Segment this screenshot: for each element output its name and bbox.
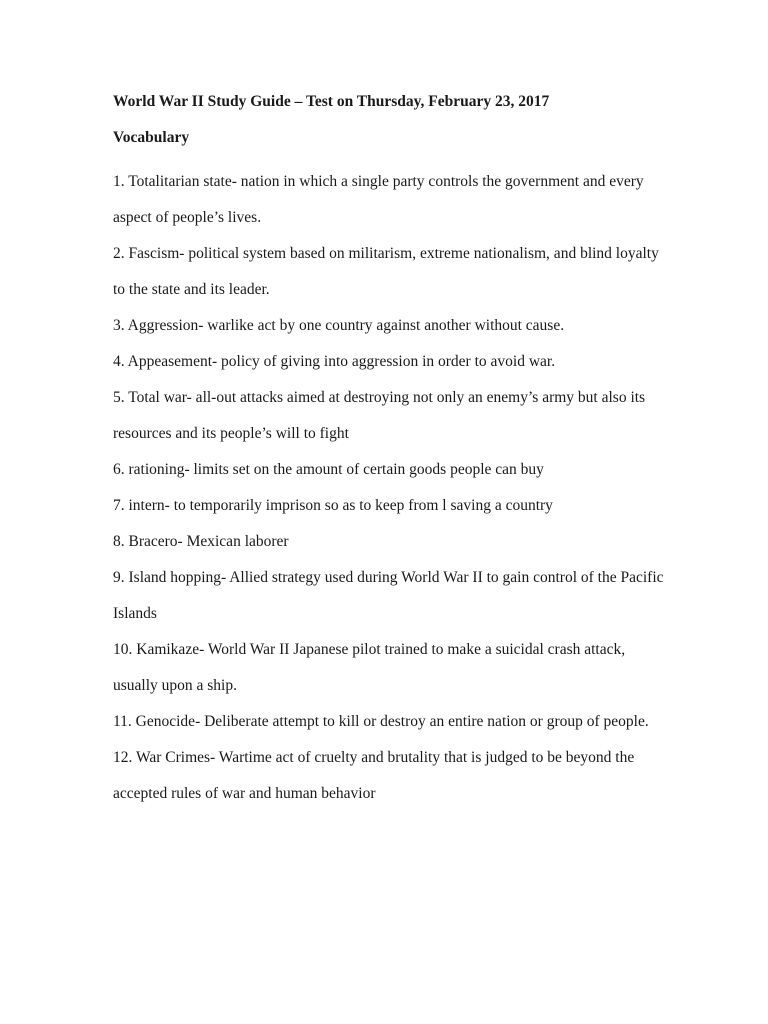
vocabulary-item-line: 5. Total war- all-out attacks aimed at destroying not only an enemy’s army but also its [113,389,646,406]
vocabulary-list [113,164,664,812]
vocabulary-item [113,560,664,632]
vocabulary-item [113,524,653,560]
vocabulary-item-line: Islands [113,605,157,622]
section-heading: Vocabulary [113,129,190,146]
vocabulary-item [113,704,653,740]
vocabulary-item [113,380,653,452]
vocabulary-item-line: usually upon a ship. [113,677,237,694]
vocabulary-item-line: resources and its people’s will to fight [113,425,349,442]
vocabulary-item-line: accepted rules of war and human behavior [113,785,376,802]
vocabulary-item-line: 2. Fascism- political system based on militarism, extreme nationalism, and blind loyalty [113,245,659,262]
vocabulary-item [113,740,653,812]
vocabulary-item-line: 7. intern- to temporarily imprison so as to keep from l saving a country [113,497,553,514]
document-content [113,92,664,812]
vocabulary-item [113,344,653,380]
vocabulary-item-line: 12. War Crimes- Wartime act of cruelty and brutality that is judged to be beyond the [113,749,635,766]
vocabulary-item-line: aspect of people’s lives. [113,209,262,226]
vocabulary-item [113,164,653,236]
vocabulary-item-line: 8. Bracero- Mexican laborer [113,533,289,550]
vocabulary-item [113,452,653,488]
vocabulary-item-line: 3. Aggression- warlike act by one country against another without cause. [113,317,565,334]
vocabulary-item-line: 1. Totalitarian state- nation in which a single party controls the government and every [113,173,644,190]
vocabulary-item-line: 11. Genocide- Deliberate attempt to kill or destroy an entire nation or group of people. [113,713,649,730]
vocabulary-item-line: 6. rationing- limits set on the amount of certain goods people can buy [113,461,544,478]
vocabulary-item-line: 4. Appeasement- policy of giving into aggression in order to avoid war. [113,353,556,370]
vocabulary-item [113,632,653,704]
document-title: World War II Study Guide – Test on Thursday, February 23, 2017 [113,93,550,110]
vocabulary-item [113,308,653,344]
vocabulary-item-line: 10. Kamikaze- World War II Japanese pilot trained to make a suicidal crash attack, [113,641,626,658]
vocabulary-item [113,488,653,524]
vocabulary-item [113,236,659,308]
vocabulary-item-line: to the state and its leader. [113,281,270,298]
vocabulary-item-line: 9. Island hopping- Allied strategy used during World War II to gain control of the Pacific [113,569,664,586]
